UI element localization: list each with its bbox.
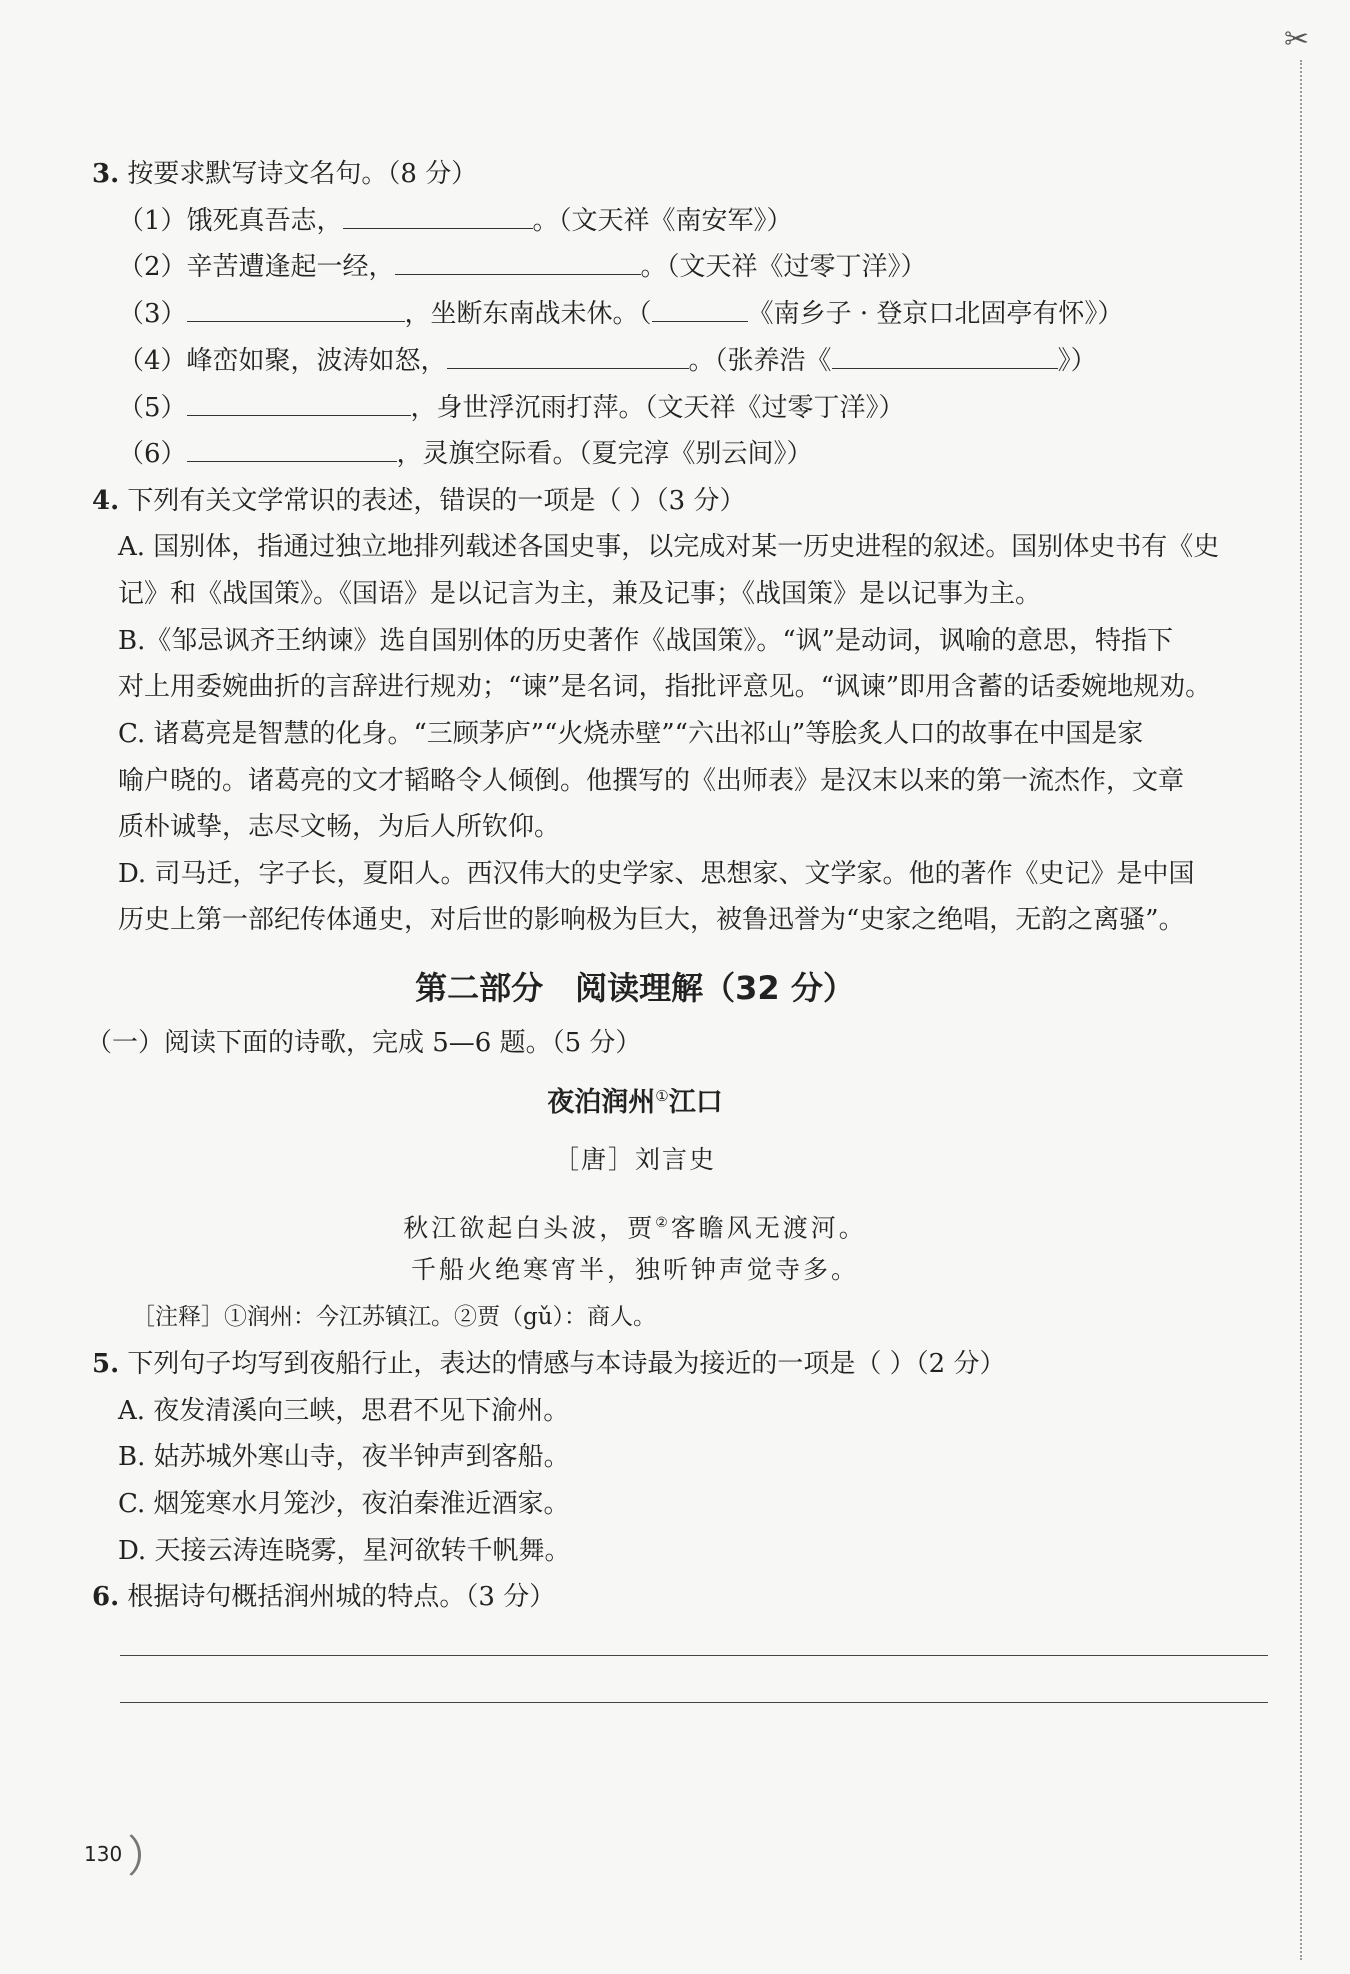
poem-author: ［唐］刘言史: [553, 1145, 716, 1174]
q4-number: 4.: [92, 486, 120, 516]
scissors-icon: ✂: [1284, 22, 1310, 57]
q3-item-3-text: （3）: [118, 299, 187, 329]
q3-number: 3.: [92, 159, 120, 189]
q3-item-4-source: 》）: [1057, 346, 1097, 376]
q4-option-a-line-2: 记》和《战国策》。《国语》是以记言为主，兼及记事；《战国策》是以记事为主。: [118, 579, 1042, 609]
poem-line-2: 千船火绝寒宵半，独听钟声觉寺多。: [410, 1255, 859, 1284]
q3-item-3-mid: ，坐断东南战未休。（: [404, 299, 652, 329]
q4-option-c-line-2: 喻户晓的。诸葛亮的文才韬略令人倾倒。他撰写的《出师表》是汉末以来的第一流杰作，文章: [118, 766, 1185, 796]
answer-blank[interactable]: [832, 344, 1058, 369]
q6-number: 6.: [92, 1582, 120, 1612]
answer-line-1[interactable]: [120, 1655, 1268, 1656]
answer-blank[interactable]: [395, 250, 641, 275]
q3-stem-text: 按要求默写诗文名句。（8 分）: [127, 159, 478, 189]
q4-option-c-line-1: C. 诸葛亮是智慧的化身。“三顾茅庐”“火烧赤壁”“六出祁山”等脍炙人口的故事在中国是家: [118, 719, 1144, 749]
q3-stem: [92, 157, 477, 191]
poem-line-1-part-b: 客瞻风无渡河。: [670, 1213, 867, 1243]
q5-stem-text: 下列句子均写到夜船行止，表达的情感与本诗最为接近的一项是（ ）（2 分）: [127, 1349, 1006, 1379]
q4-stem: [92, 484, 746, 518]
q6-stem: [92, 1580, 555, 1614]
answer-blank[interactable]: [187, 297, 405, 322]
footnote-mark: ②: [655, 1215, 671, 1231]
q5-option-c[interactable]: C. 烟笼寒水月笼沙，夜泊秦淮近酒家。: [118, 1489, 570, 1519]
q3-item-4: [118, 344, 1097, 378]
cut-line: [1300, 60, 1302, 1960]
answer-blank[interactable]: [447, 344, 689, 369]
poem-line-1: [0, 1206, 1270, 1245]
answer-blank[interactable]: [187, 437, 397, 462]
q3-item-6-text: （6）: [118, 439, 187, 469]
q4-option-a-line-1: A. 国别体，指通过独立地排列载述各国史事，以完成对某一历史进程的叙述。国别体史书有《史: [118, 532, 1220, 562]
footnote-mark: ①: [655, 1087, 669, 1105]
poem-notes: ［注释］①润州：今江苏镇江。②贾（gǔ）：商人。: [132, 1304, 657, 1330]
q3-item-4-text: （4）峰峦如聚，波涛如怒，: [118, 346, 447, 376]
answer-blank[interactable]: [652, 297, 748, 322]
poem-title: [0, 1076, 1270, 1123]
q3-item-3: [118, 297, 1123, 331]
q3-item-4-mid: 。（张养浩《: [688, 346, 832, 376]
q5-number: 5.: [92, 1349, 120, 1379]
q4-option-d-line-1: D. 司马迁，字子长，夏阳人。西汉伟大的史学家、思想家、文学家。他的著作《史记》是中国: [118, 859, 1195, 889]
answer-blank[interactable]: [343, 204, 533, 229]
q5-option-b[interactable]: B. 姑苏城外寒山寺，夜半钟声到客船。: [118, 1442, 570, 1472]
q6-stem-text: 根据诗句概括润州城的特点。（3 分）: [127, 1582, 556, 1612]
page-number: 130: [80, 1826, 136, 1882]
q3-item-6: [118, 437, 813, 471]
q4-option-c-line-3: 质朴诚挚，志尽文畅，为后人所钦仰。: [118, 812, 561, 842]
q3-item-2-text: （2）辛苦遭逢起一经，: [118, 252, 395, 282]
q4-stem-text: 下列有关文学常识的表述，错误的一项是（ ）（3 分）: [127, 486, 746, 516]
poem-line-1-part-a: 秋江欲起白头波，贾: [403, 1213, 656, 1243]
section-title: 第二部分 阅读理解（32 分）: [415, 969, 855, 1007]
q3-item-1-text: （1）饿死真吾志，: [118, 206, 343, 236]
part-intro: （一）阅读下面的诗歌，完成 5—6 题。（5 分）: [86, 1028, 642, 1058]
q5-option-d[interactable]: D. 天接云涛连晓雾，星河欲转千帆舞。: [118, 1536, 571, 1566]
q3-item-6-source: ，灵旗空际看。（夏完淳《别云间》）: [396, 439, 813, 469]
poem-title-tail: 江口: [668, 1087, 723, 1118]
q4-option-b-line-1: B.《邹忌讽齐王纳谏》选自国别体的历史著作《战国策》。“讽”是动词，讽喻的意思，特指下: [118, 626, 1173, 656]
q3-item-1-source: 。（文天祥《南安军》）: [532, 206, 793, 236]
q3-item-5-source: ，身世浮沉雨打萍。（文天祥《过零丁洋》）: [410, 393, 905, 423]
q3-item-2-source: 。（文天祥《过零丁洋》）: [640, 252, 927, 282]
q4-option-d-line-2: 历史上第一部纪传体通史，对后世的影响极为巨大，被鲁迅誉为“史家之绝唱，无韵之离骚”。: [118, 905, 1185, 935]
answer-line-2[interactable]: [120, 1702, 1268, 1703]
q5-stem: [92, 1347, 1006, 1381]
q3-item-5: [118, 391, 905, 425]
poem-title-text: 夜泊润州: [547, 1087, 656, 1118]
q3-item-5-text: （5）: [118, 393, 187, 423]
q4-option-b-line-2: 对上用委婉曲折的言辞进行规劝；“谏”是名词，指批评意见。“讽谏”即用含蓄的话委婉地规劝。: [118, 672, 1212, 702]
q3-item-3-source: 《南乡子 · 登京口北固亭有怀》）: [747, 299, 1124, 329]
q3-item-2: [118, 250, 927, 284]
q5-option-a[interactable]: A. 夜发清溪向三峡，思君不见下渝州。: [118, 1396, 570, 1426]
q3-item-1: [118, 204, 793, 238]
answer-blank[interactable]: [187, 391, 411, 416]
